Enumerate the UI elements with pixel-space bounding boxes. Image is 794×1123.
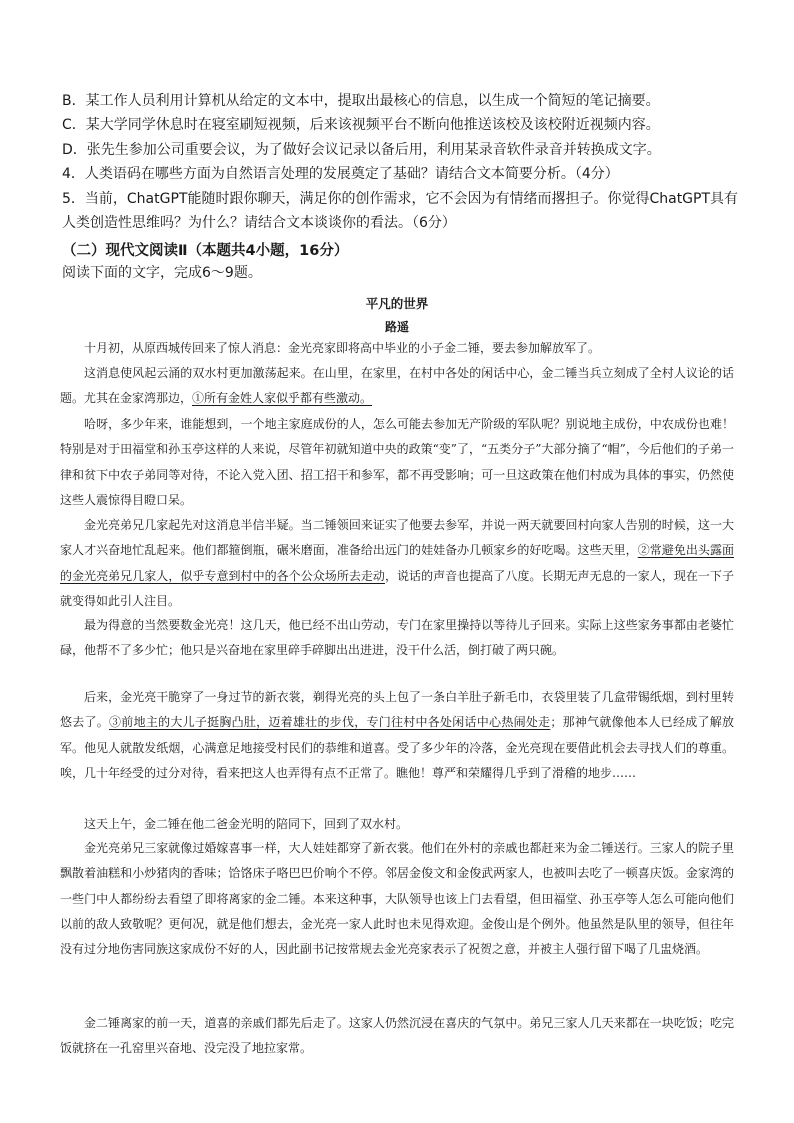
paragraph-9: 金二锤离家的前一天，道喜的亲戚们都先后走了。这家人仍然沉浸在喜庆的气氛中。弟兄三家人几天来都在一块吃饭；吃完饭就挤在一孔窑里兴奋地、没完没了地拉家常。: [60, 1016, 734, 1056]
paragraph-2-text: 这消息使风起云涌的双水村更加激荡起来。在山里，在家里，在村中各处的闲话中心，金二锤当兵立刻成了全村人议论的话题。尤其在金家湾那边，: [60, 366, 734, 406]
paragraph-1: 十月初，从原西城传回来了惊人消息：金光亮家即将高中毕业的小子金二锤，要去参加解放军了。: [84, 341, 601, 355]
underlined-sentence-3: ③前地主的大儿子挺胸凸肚，迈着雄壮的步伐，专门往村中各处闲话中心热闹处走: [109, 715, 551, 730]
question-5-line-2: 人类创造性思维吗？为什么？请结合文本谈谈你的看法。（6分）: [62, 215, 456, 231]
paragraph-4-text: 金光亮弟兄几家起先对这消息半信半疑。当二锤领回来证实了他要去参军，并说一两天就要回村向家人告别的时候，这一大家人才兴奋地忙乱起来。他们都箍倒瓶，碾米磨面，准备给出远门的娃娃备办几顿家乡的好吃喝。这些天里，: [60, 518, 734, 558]
paragraph-6-text: 后来，金光亮干脆穿了一身过节的新衣裳，剃得光亮的头上包了一条白羊肚子新毛巾，衣袋里装了几盒带锡纸烟，到村里转悠去了。: [60, 690, 734, 730]
paragraph-8: 金光亮弟兄三家就像过婚嫁喜事一样，大人娃娃都穿了新衣裳。他们在外村的亲戚也都赶来为金二锤送行。三家人的院子里飘散着油糕和小炒猪肉的香味；饸饹床子咯巴巴价响个不停。邻居金俊文和金俊武两家人，也被叫去吃了一顿喜庆饭。金家湾的一些门中人都纷纷去看望了即将离家的金二锤。本来这种事，大队领导也该上门去看望，但田福堂、孙玉亭等人怎么可能向他们以前的敌人致敬呢？更何况，就是他们想去，金光亮一家人此时也未见得欢迎。金俊山是个例外。他虽然是队里的领导，但往年没有过分地伤害同族这家成份不好的人，因此副书记按常规去金光亮家表示了祝贺之意，并被主人强行留下喝了几盅烧酒。: [60, 841, 734, 957]
question-4: 4．人类语码在哪些方面为自然语言处理的发展奠定了基础？请结合文本简要分析。（4分）: [62, 166, 619, 182]
paragraph-6-tail: ；那神气就像他本人已经成了解放军。他见人就散发纸烟，心满意足地接受村民们的恭维和道喜。受了多少年的冷落，金光亮现在要借此机会去寻找人们的尊重。唉，几十年经受的过分对待，看来把这人也弄得有点不正常了。瞧他！尊严和荣耀得几乎到了滑稽的地步……: [60, 715, 734, 780]
paragraph-4: [60, 513, 734, 614]
paragraph-7: 这天上午，金二锤在他二爸金光明的陪同下，回到了双水村。: [84, 817, 409, 831]
option-c: C．某大学同学休息时在寝室刷短视频，后来该视频平台不断向他推送该校及该校附近视频内容。: [62, 117, 660, 133]
article-author: 路遥: [384, 320, 409, 334]
paragraph-5: 最为得意的当然要数金光亮！这几天，他已经不出山劳动，专门在家里操持以等待儿子回来。实际上这些家务事都由老婆忙碌，他帮不了多少忙；他只是兴奋地在家里碎手碎脚出出进进，没干什么活，倒打破了两只碗。: [60, 618, 734, 658]
paragraph-4-tail: ，说话的声音也提高了八度。长期无声无息的一家人，现在一下子就变得如此引人注目。: [60, 568, 734, 608]
option-d: D．张先生参加公司重要会议，为了做好会议记录以备后用，利用某录音软件录音并转换成文字。: [62, 142, 661, 158]
section-heading: （二）现代文阅读Ⅱ（本题共4小题，16分）: [62, 243, 349, 259]
paragraph-3: 哈呀，多少年来，谁能想到，一个地主家庭成份的人，怎么可能去参加无产阶级的军队呢？别说地主成份，中农成份也难！特别是对于田福堂和孙玉亭这样的人来说，尽管年初就知道中央的政策“变”了，“五类分子”大部分摘了“帽”，今后他们的子弟一律和贫下中农子弟同等对待，不论入党入团、招工招干和参军，都不再受影响；可一旦这政策在他们村成为具体的事实，仍然使这些人震惊得目瞪口呆。: [60, 417, 734, 507]
question-5-line-1: 5．当前，ChatGPT能随时跟你聊天，满足你的创作需求，它不会因为有情绪而撂担子。你觉得ChatGPT具有: [62, 191, 739, 207]
article-title: 平凡的世界: [365, 296, 429, 311]
underlined-sentence-1: ①所有金姓人家似乎都有些激动。: [192, 391, 373, 406]
underlined-sentence-2: ②常避免出头露面的金光亮弟兄几家人，似乎专意到村中的各个公众场所去走动: [60, 543, 734, 583]
option-b: B．某工作人员利用计算机从给定的文本中，提取出最核心的信息，以生成一个简短的笔记摘要。: [62, 93, 660, 109]
section-instruction: 阅读下面的文字，完成6～9题。: [62, 265, 262, 281]
paragraph-6: [60, 685, 734, 786]
paragraph-2: [60, 361, 734, 412]
